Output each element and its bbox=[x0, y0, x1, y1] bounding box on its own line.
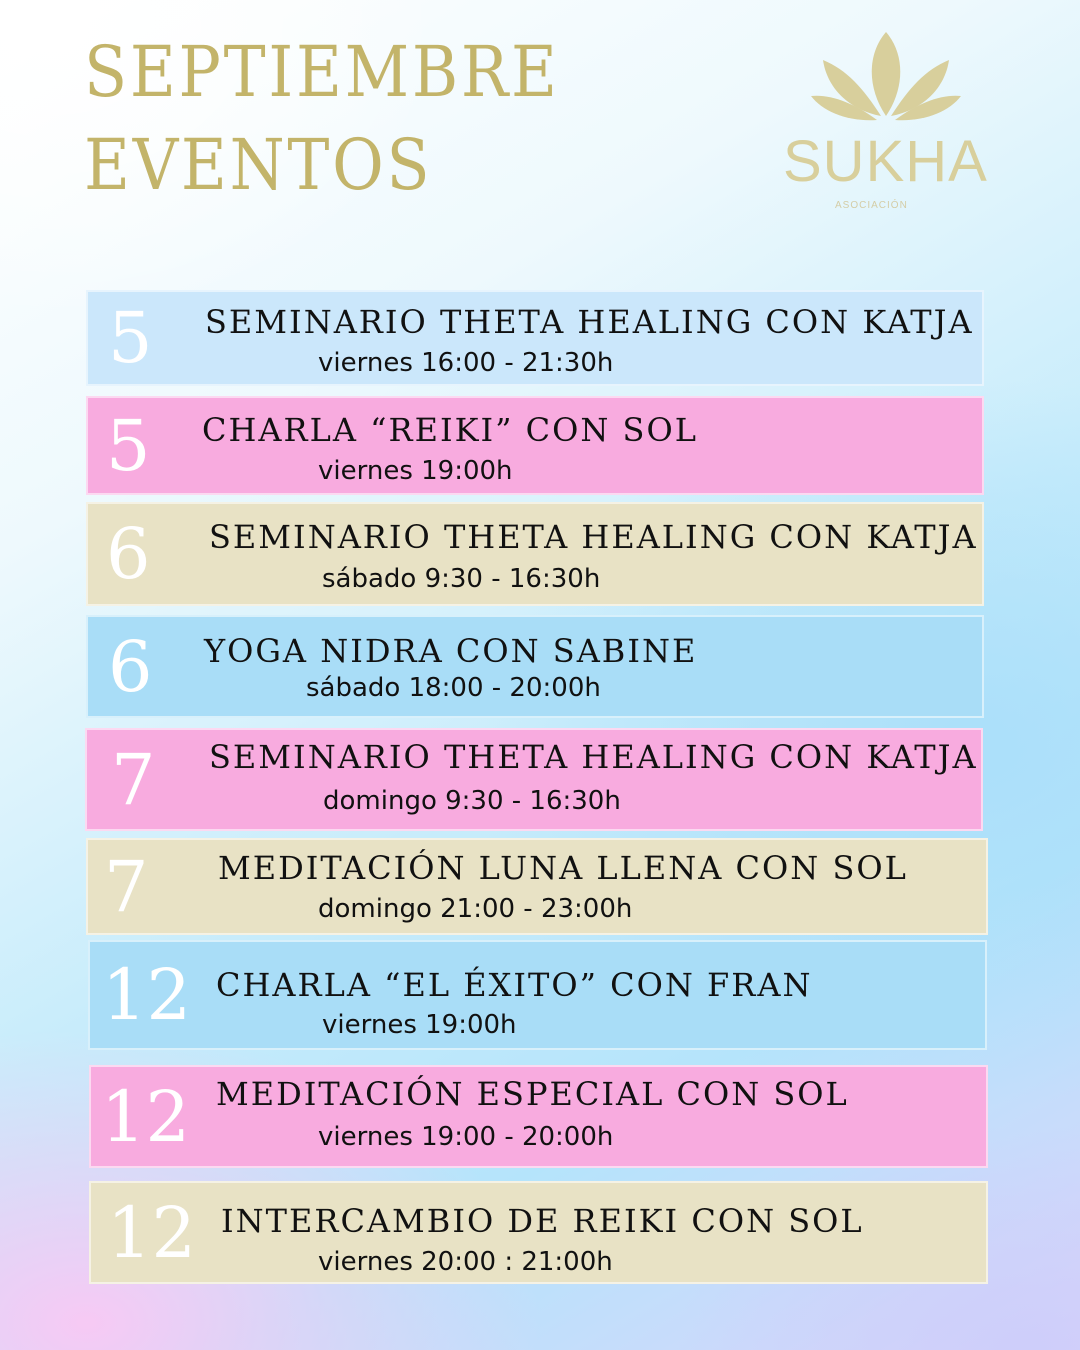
event-time: viernes 19:00h bbox=[318, 456, 513, 486]
event-time: viernes 20:00 : 21:00h bbox=[318, 1247, 613, 1277]
event-row bbox=[86, 502, 984, 606]
event-title: INTERCAMBIO DE REIKI CON SOL bbox=[221, 1202, 864, 1240]
event-time: domingo 21:00 - 23:00h bbox=[318, 894, 633, 924]
event-day: 5 bbox=[108, 297, 153, 379]
event-title: MEDITACIÓN ESPECIAL CON SOL bbox=[216, 1075, 849, 1113]
event-day: 7 bbox=[104, 845, 149, 928]
event-row bbox=[86, 615, 984, 718]
event-title: SEMINARIO THETA HEALING CON KATJA bbox=[205, 303, 974, 341]
event-day: 12 bbox=[107, 1191, 197, 1274]
event-time: viernes 16:00 - 21:30h bbox=[318, 348, 614, 378]
event-title: SEMINARIO THETA HEALING CON KATJA bbox=[209, 518, 978, 556]
event-day: 5 bbox=[106, 404, 151, 487]
event-title: MEDITACIÓN LUNA LLENA CON SOL bbox=[218, 849, 908, 887]
event-row bbox=[86, 396, 984, 495]
event-title: YOGA NIDRA CON SABINE bbox=[204, 632, 698, 670]
logo-subtitle: ASOCIACIÓN bbox=[835, 200, 908, 211]
logo-brand-name: SUKHA bbox=[783, 129, 988, 194]
page-title bbox=[84, 26, 560, 212]
event-row bbox=[85, 728, 983, 831]
event-time: sábado 9:30 - 16:30h bbox=[322, 564, 601, 594]
event-day: 12 bbox=[101, 1075, 191, 1158]
event-time: viernes 19:00 - 20:00h bbox=[318, 1122, 614, 1152]
event-day: 6 bbox=[106, 513, 151, 595]
event-title: CHARLA “REIKI” CON SOL bbox=[202, 411, 698, 449]
event-title: CHARLA “EL ÉXITO” CON FRAN bbox=[216, 966, 813, 1004]
event-time: viernes 19:00h bbox=[322, 1010, 517, 1040]
event-day: 12 bbox=[102, 954, 192, 1036]
event-title: SEMINARIO THETA HEALING CON KATJA bbox=[209, 738, 978, 776]
sukha-logo bbox=[775, 30, 995, 220]
event-row bbox=[86, 838, 988, 935]
event-row bbox=[89, 1065, 988, 1168]
event-time: domingo 9:30 - 16:30h bbox=[323, 786, 621, 816]
event-row bbox=[86, 290, 984, 386]
event-time: sábado 18:00 - 20:00h bbox=[306, 673, 601, 703]
event-row bbox=[89, 1181, 988, 1284]
title-line-1: SEPTIEMBRE bbox=[84, 31, 560, 113]
event-day: 6 bbox=[108, 625, 153, 708]
title-line-2: EVENTOS bbox=[84, 124, 433, 206]
lotus-icon bbox=[811, 30, 961, 122]
event-row bbox=[88, 940, 987, 1050]
event-day: 7 bbox=[111, 738, 156, 821]
